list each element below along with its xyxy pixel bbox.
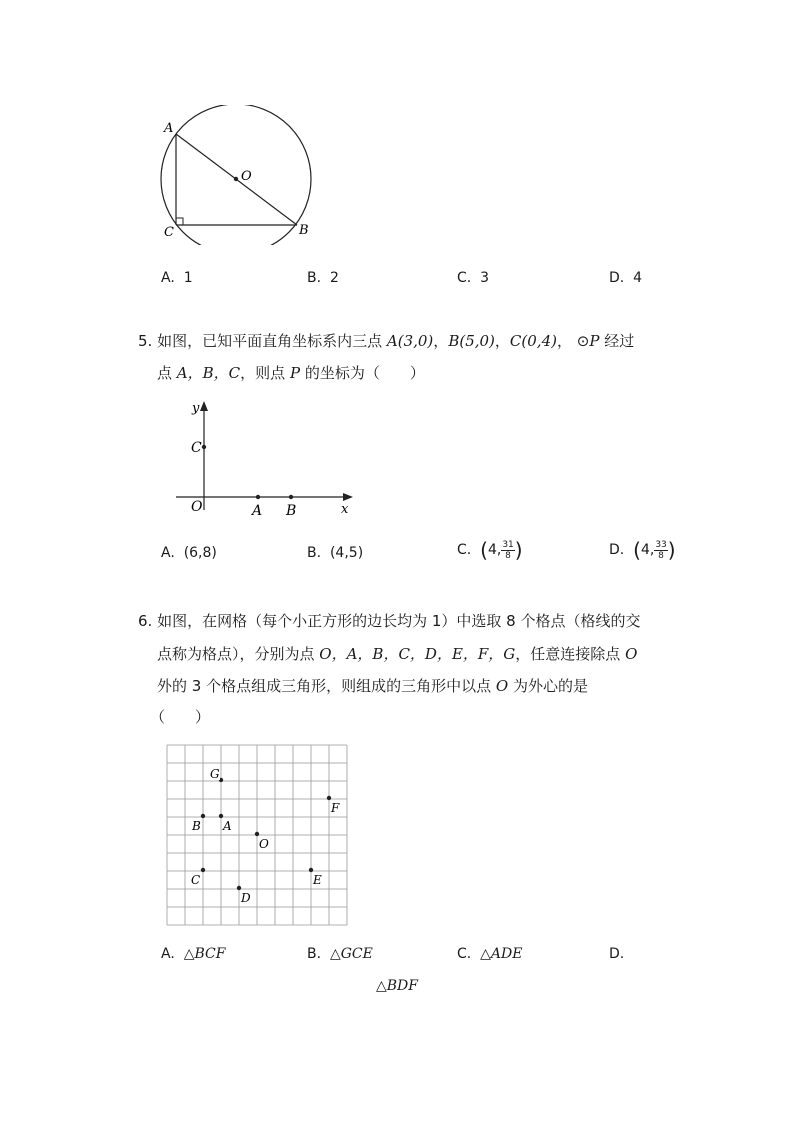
q6-point-d-dot [237,886,241,890]
q5-sep-2: ， [494,332,510,350]
q6-point-c-dot [201,868,205,872]
q6-text-3b: 为外心的是 [512,677,588,695]
q4-option-b[interactable] [307,270,339,286]
q5-option-d-whole: 4, [640,542,655,558]
q6-label-b: B [192,819,201,833]
q6-line-4 [150,706,210,728]
q6-text-2a: 点称为格点），分别为点 [157,645,315,663]
q4-option-b-value: 2 [329,270,339,286]
q5-option-a-letter: A. [161,545,175,561]
q5-line-1 [138,330,634,352]
q6-option-b[interactable] [307,946,373,962]
q5-option-d-denominator: 8 [658,550,664,561]
q4-label-b: B [299,223,309,238]
q4-option-d-value: 4 [633,270,643,286]
q6-text-2b: ，任意连接除点 [515,645,621,663]
q5-circle-p: P [589,332,600,350]
q5-text-2c: 的坐标为（ ） [304,364,425,382]
q5-text-1b: 经过 [604,332,635,350]
q6-option-c[interactable] [457,946,522,962]
q6-label-e: E [313,873,322,887]
q5-option-a[interactable] [161,545,217,561]
q5-option-c-numerator: 31 [502,539,514,550]
q6-grid-points [201,778,331,890]
q4-option-b-letter: B. [307,270,322,286]
q6-label-o: O [259,837,269,851]
q6-label-g: G [210,767,220,781]
q5-label-o: O [191,499,203,515]
q6-label-a: A [223,819,232,833]
q6-line-1 [138,610,641,632]
q5-option-b-value: (4,5) [329,545,364,561]
q4-right-angle-mark [176,218,183,225]
q6-point-a-dot [219,814,223,818]
q5-label-a: A [252,503,263,519]
q6-grid-figure [160,738,355,932]
q4-option-d[interactable] [609,270,642,286]
q6-option-d[interactable] [609,946,624,962]
q6-option-b-letter: B. [307,946,322,962]
q5-point-c: C(0,4) [509,332,557,350]
q6-option-c-value: △ADE [480,946,523,962]
q6-label-f: F [331,801,340,815]
q5-option-b-letter: B. [307,545,322,561]
q5-option-c-denominator: 8 [505,550,511,561]
q6-option-d-letter: D. [609,946,625,962]
q6-grid-labels [190,766,341,905]
q5-figure [170,395,370,525]
q4-option-d-letter: D. [609,270,625,286]
q4-figure [150,105,320,245]
q5-point-b-dot [289,495,293,499]
q6-line-2 [157,643,637,665]
q5-option-d-numerator: 33 [655,539,667,550]
q6-option-c-letter: C. [457,946,472,962]
q5-option-c-whole: 4, [487,542,502,558]
q6-option-a-letter: A. [161,946,175,962]
q4-option-c-letter: C. [457,270,472,286]
q6-answer-blank: （ ） [150,708,211,726]
q6-text-3a: 外的 3 个格点组成三角形，则组成的三角形中以点 [157,677,492,695]
q6-point-f-dot [327,796,331,800]
q5-number: 5. [138,332,153,350]
q5-option-c[interactable] [457,538,523,562]
q5-sep-3: ， [556,332,572,350]
q6-point-o-dot [255,832,259,836]
q5-option-d-fraction [654,540,667,561]
q4-option-a-letter: A. [161,270,175,286]
q6-point-b-dot [201,814,205,818]
q4-option-a[interactable] [161,270,193,286]
q6-point-e-dot [309,868,313,872]
q6-label-d: D [241,891,251,905]
q6-point-o-ref1: O [625,645,638,663]
q6-number: 6. [138,612,153,630]
q5-point-c-dot [202,445,206,449]
q5-point-a-dot [256,495,260,499]
q5-point-b: B(5,0) [448,332,495,350]
q5-option-d-letter: D. [609,542,625,558]
q5-option-d[interactable] [609,538,676,562]
q5-point-p: P [289,364,301,382]
q6-option-a-value: △BCF [183,946,226,962]
q5-label-b: B [286,503,297,519]
q5-text-1a: 如图，已知平面直角坐标系内三点 [157,332,383,350]
q5-option-d-rparen: ) [667,538,676,562]
q6-point-o-ref2: O [495,677,509,695]
q4-option-c[interactable] [457,270,489,286]
q5-option-c-fraction [501,540,514,561]
q5-point-a: A(3,0) [386,332,434,350]
q4-label-o: O [241,169,252,184]
q4-label-a: A [164,121,174,136]
q6-option-b-value: △GCE [329,946,373,962]
q6-option-d-value: △BDF [376,978,418,994]
q6-label-c: C [191,873,201,887]
q5-option-c-rparen: ) [514,538,523,562]
q5-sep-1: ， [433,332,449,350]
q5-y-arrow [200,401,208,411]
q6-line-3 [157,675,588,697]
q5-option-b[interactable] [307,545,363,561]
q4-option-c-value: 3 [480,270,490,286]
q4-option-a-value: 1 [183,270,193,286]
q5-label-x: x [341,502,349,517]
q5-label-y: y [192,401,200,416]
q5-option-c-lparen: ( [480,538,488,562]
q6-points-list: O，A，B，C，D，E，F，G [319,645,516,663]
q5-circle-symbol: ⊙ [576,332,590,350]
q5-label-c: C [191,440,202,456]
q5-points-abc: A，B，C [176,364,241,382]
q4-label-c: C [164,225,174,240]
q5-option-d-lparen: ( [633,538,641,562]
q6-option-a[interactable] [161,946,225,962]
q5-line-2 [157,362,425,384]
q5-option-c-letter: C. [457,542,472,558]
q5-option-a-value: (6,8) [183,545,217,561]
q6-text-1: 如图，在网格（每个小正方形的边长均为 1）中选取 8 个格点（格线的交 [157,612,641,630]
q4-center-dot [234,177,238,181]
q5-x-arrow [343,493,353,501]
q5-text-2a: 点 [157,364,173,382]
q5-text-2b: ，则点 [240,364,286,382]
